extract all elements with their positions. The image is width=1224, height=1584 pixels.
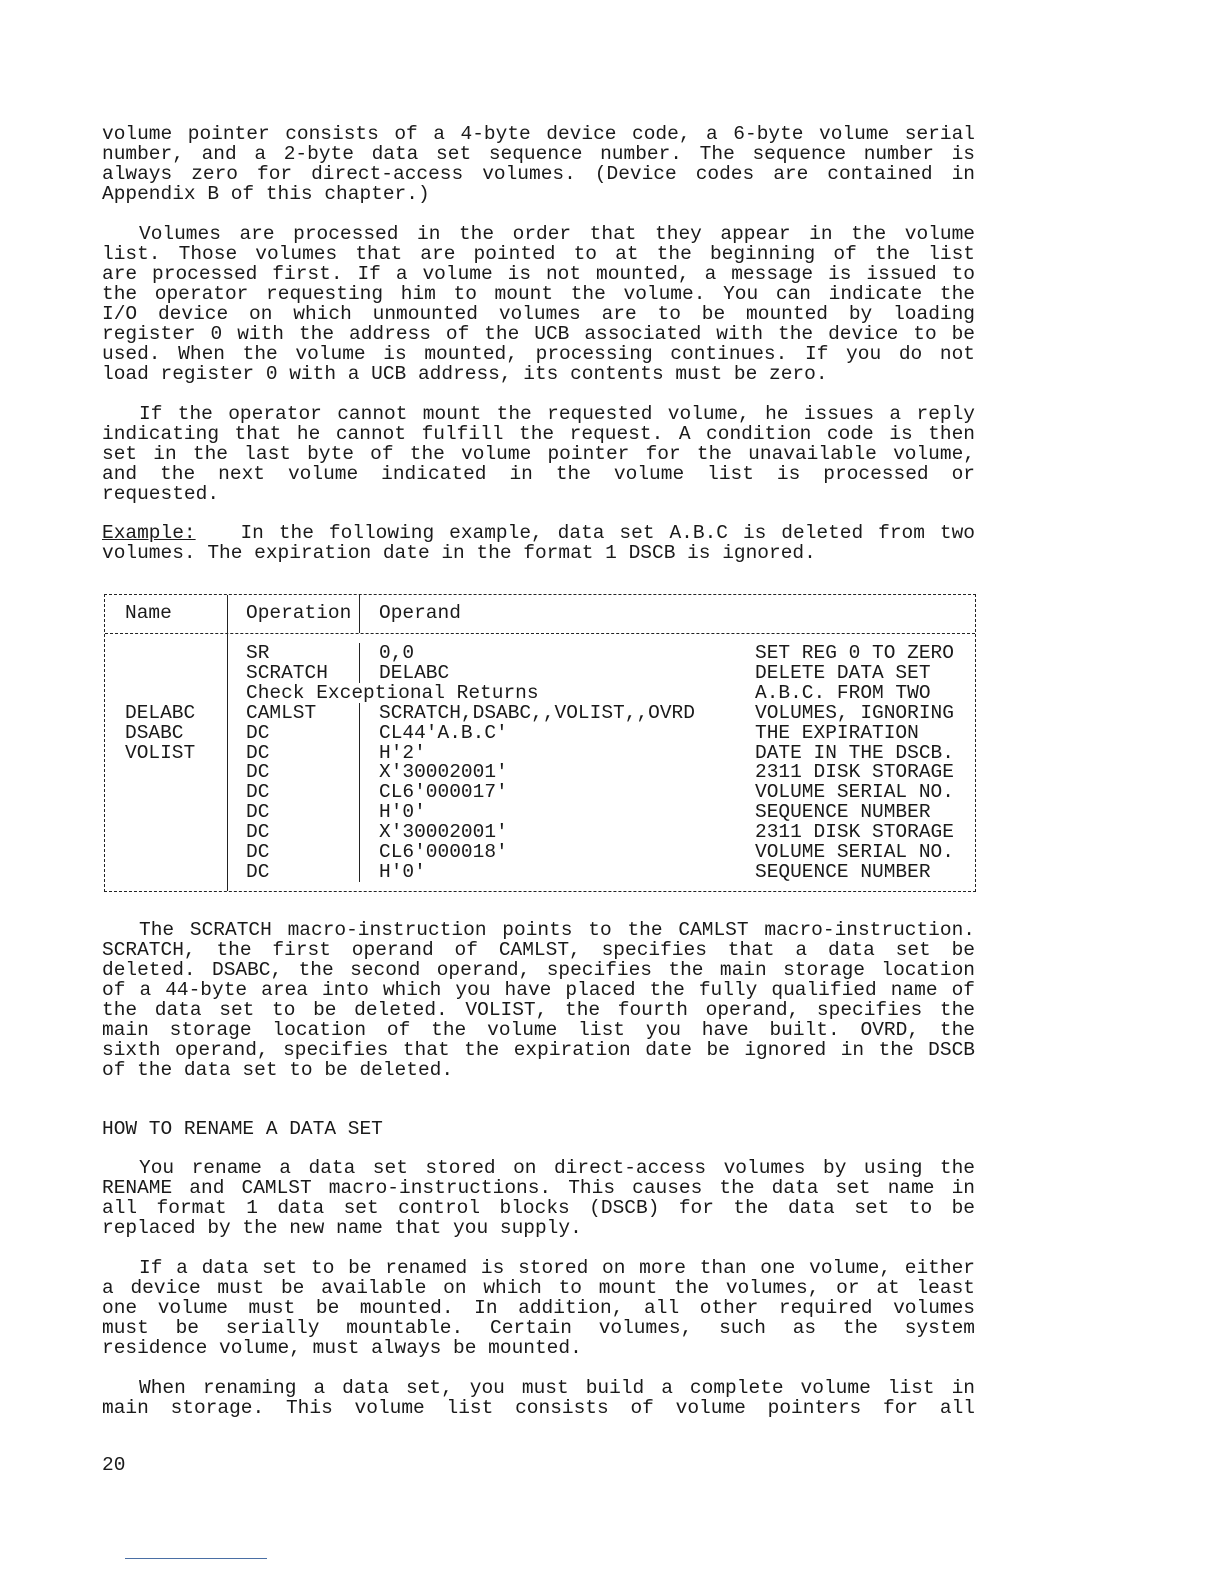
cell-operand: CL44'A.B.C' bbox=[379, 721, 508, 744]
text-line: I/O device on which unmounted volumes are to be mounted by loading bbox=[102, 303, 975, 325]
cell-operation: DC bbox=[246, 761, 270, 784]
cell-operation: DC bbox=[246, 801, 270, 824]
table-row bbox=[105, 802, 975, 822]
example-intro bbox=[102, 523, 975, 563]
text-line: are processed first. If a volume is not mounted, a message is issued to bbox=[102, 263, 975, 285]
cell-name: DSABC bbox=[125, 721, 184, 744]
cell-operand: H'2' bbox=[379, 741, 426, 764]
table-row bbox=[105, 762, 975, 782]
section-heading: HOW TO RENAME A DATA SET bbox=[102, 1118, 383, 1140]
paragraph bbox=[102, 124, 975, 204]
cell-operation: SR bbox=[246, 642, 270, 664]
body-text-top bbox=[102, 124, 975, 504]
cell-comment: SET REG 0 TO ZERO bbox=[755, 642, 954, 664]
cell-operand: X'30002001' bbox=[379, 821, 508, 844]
cell-comment: SEQUENCE NUMBER bbox=[755, 801, 931, 824]
cell-comment: THE EXPIRATION bbox=[755, 721, 919, 744]
text-line: If a data set to be renamed is stored on more than one volume, either bbox=[139, 1257, 975, 1279]
cell-comment: DELETE DATA SET bbox=[755, 661, 931, 684]
text-line: residence volume, must always be mounted. bbox=[102, 1337, 582, 1359]
text-line: all format 1 data set control blocks (DSCB) for the data set to be bbox=[102, 1197, 975, 1219]
text-line: Appendix B of this chapter.) bbox=[102, 183, 430, 205]
text-line: RENAME and CAMLST macro-instructions. This causes the data set name in bbox=[102, 1177, 975, 1199]
table-row bbox=[105, 743, 975, 763]
text-line: You rename a data set stored on direct-access volumes by using the bbox=[139, 1157, 975, 1179]
text-line: replaced by the new name that you supply. bbox=[102, 1217, 582, 1239]
footer-rule bbox=[125, 1558, 267, 1559]
text-line: If the operator cannot mount the requested volume, he issues a reply bbox=[139, 403, 975, 425]
code-example-table bbox=[104, 594, 976, 892]
text-line: SCRATCH, the first operand of CAMLST, specifies that a data set be bbox=[102, 939, 975, 961]
cell-operation: DC bbox=[246, 821, 270, 844]
cell-operand: X'30002001' bbox=[379, 761, 508, 784]
cell-operation: CAMLST bbox=[246, 701, 317, 724]
text-line: used. When the volume is mounted, processing continues. If you do not bbox=[102, 343, 975, 365]
cell-operand: H'0' bbox=[379, 801, 426, 824]
cell-comment: VOLUME SERIAL NO. bbox=[755, 781, 954, 804]
table-row bbox=[105, 723, 975, 743]
paragraph bbox=[102, 1258, 975, 1358]
table-row bbox=[105, 822, 975, 842]
table-row bbox=[105, 703, 975, 723]
cell-operation: Check Exceptional Returns bbox=[246, 681, 539, 704]
text-line: main storage location of the volume list you have built. OVRD, the bbox=[102, 1019, 975, 1041]
header-operation: Operation bbox=[246, 602, 352, 624]
cell-comment: VOLUME SERIAL NO. bbox=[755, 841, 954, 863]
page-number: 20 bbox=[102, 1454, 126, 1476]
table-row bbox=[105, 643, 975, 663]
example-text-2: volumes. The expiration date in the format 1 DSCB is ignored. bbox=[102, 542, 816, 564]
cell-comment: VOLUMES, IGNORING bbox=[755, 701, 954, 724]
cell-operation: SCRATCH bbox=[246, 661, 328, 684]
cell-comment: SEQUENCE NUMBER bbox=[755, 860, 931, 883]
cell-comment: 2311 DISK STORAGE bbox=[755, 761, 954, 784]
text-line: load register 0 with a UCB address, its contents must be zero. bbox=[102, 363, 828, 385]
paragraph bbox=[102, 920, 975, 1080]
text-line: main storage. This volume list consists of volume pointers for all bbox=[102, 1397, 975, 1419]
text-line: must be serially mountable. Certain volumes, such as the system bbox=[102, 1317, 975, 1339]
text-line: the data set to be deleted. VOLIST, the fourth operand, specifies the bbox=[102, 999, 975, 1021]
table-header bbox=[105, 603, 975, 623]
cell-operation: DC bbox=[246, 841, 270, 863]
paragraph bbox=[102, 404, 975, 504]
body-text-bottom bbox=[102, 1158, 975, 1418]
text-line: The SCRATCH macro-instruction points to the CAMLST macro-instruction. bbox=[139, 919, 975, 941]
cell-operand: 0,0 bbox=[379, 642, 415, 664]
table-row bbox=[105, 842, 975, 862]
text-line: number, and a 2-byte data set sequence number. The sequence number is bbox=[102, 143, 975, 165]
paragraph bbox=[102, 224, 975, 384]
cell-operand: H'0' bbox=[379, 860, 426, 883]
cell-name: VOLIST bbox=[125, 741, 196, 764]
paragraph bbox=[102, 1378, 975, 1418]
text-line: of a 44-byte area into which you have placed the fully qualified name of bbox=[102, 979, 975, 1001]
cell-operand: SCRATCH,DSABC,,VOLIST,,OVRD bbox=[379, 701, 695, 724]
cell-operand: CL6'000018' bbox=[379, 841, 508, 863]
header-operand: Operand bbox=[379, 602, 461, 624]
cell-operation: DC bbox=[246, 741, 270, 764]
text-line: volume pointer consists of a 4-byte device code, a 6-byte volume serial bbox=[102, 123, 975, 145]
text-line: When renaming a data set, you must build a complete volume list in bbox=[139, 1377, 975, 1399]
example-label: Example: bbox=[102, 522, 196, 544]
example-text: In the following example, data set A.B.C is deleted from two bbox=[240, 522, 975, 544]
cell-operation: DC bbox=[246, 860, 270, 883]
text-line: register 0 with the address of the UCB associated with the device to be bbox=[102, 323, 975, 345]
text-line: requested. bbox=[102, 483, 220, 505]
text-line: of the data set to be deleted. bbox=[102, 1059, 454, 1081]
body-text-middle bbox=[102, 920, 975, 1080]
text-line: indicating that he cannot fulfill the request. A condition code is then bbox=[102, 423, 975, 445]
cell-comment: 2311 DISK STORAGE bbox=[755, 821, 954, 844]
cell-comment: A.B.C. FROM TWO bbox=[755, 681, 931, 704]
text-line: Volumes are processed in the order that they appear in the volume bbox=[139, 223, 975, 245]
text-line: deleted. DSABC, the second operand, specifies the main storage location bbox=[102, 959, 975, 981]
paragraph bbox=[102, 1158, 975, 1238]
text-line: and the next volume indicated in the volume list is processed or bbox=[102, 463, 975, 485]
cell-operand: DELABC bbox=[379, 661, 450, 684]
table-row bbox=[105, 683, 975, 703]
text-line: the operator requesting him to mount the volume. You can indicate the bbox=[102, 283, 975, 305]
text-line: a device must be available on which to mount the volumes, or at least bbox=[102, 1277, 975, 1299]
cell-comment: DATE IN THE DSCB. bbox=[755, 741, 954, 764]
table-row bbox=[105, 663, 975, 683]
header-name: Name bbox=[125, 602, 172, 624]
table-row bbox=[105, 862, 975, 882]
cell-operand: CL6'000017' bbox=[379, 781, 508, 804]
text-line: set in the last byte of the volume pointer for the unavailable volume, bbox=[102, 443, 975, 465]
cell-operation: DC bbox=[246, 781, 270, 804]
text-line: one volume must be mounted. In addition, all other required volumes bbox=[102, 1297, 975, 1319]
cell-name: DELABC bbox=[125, 701, 196, 724]
cell-operation: DC bbox=[246, 721, 270, 744]
text-line: list. Those volumes that are pointed to at the beginning of the list bbox=[102, 243, 975, 265]
table-row bbox=[105, 782, 975, 802]
text-line: always zero for direct-access volumes. (Device codes are contained in bbox=[102, 163, 975, 185]
text-line: sixth operand, specifies that the expiration date be ignored in the DSCB bbox=[102, 1039, 975, 1061]
